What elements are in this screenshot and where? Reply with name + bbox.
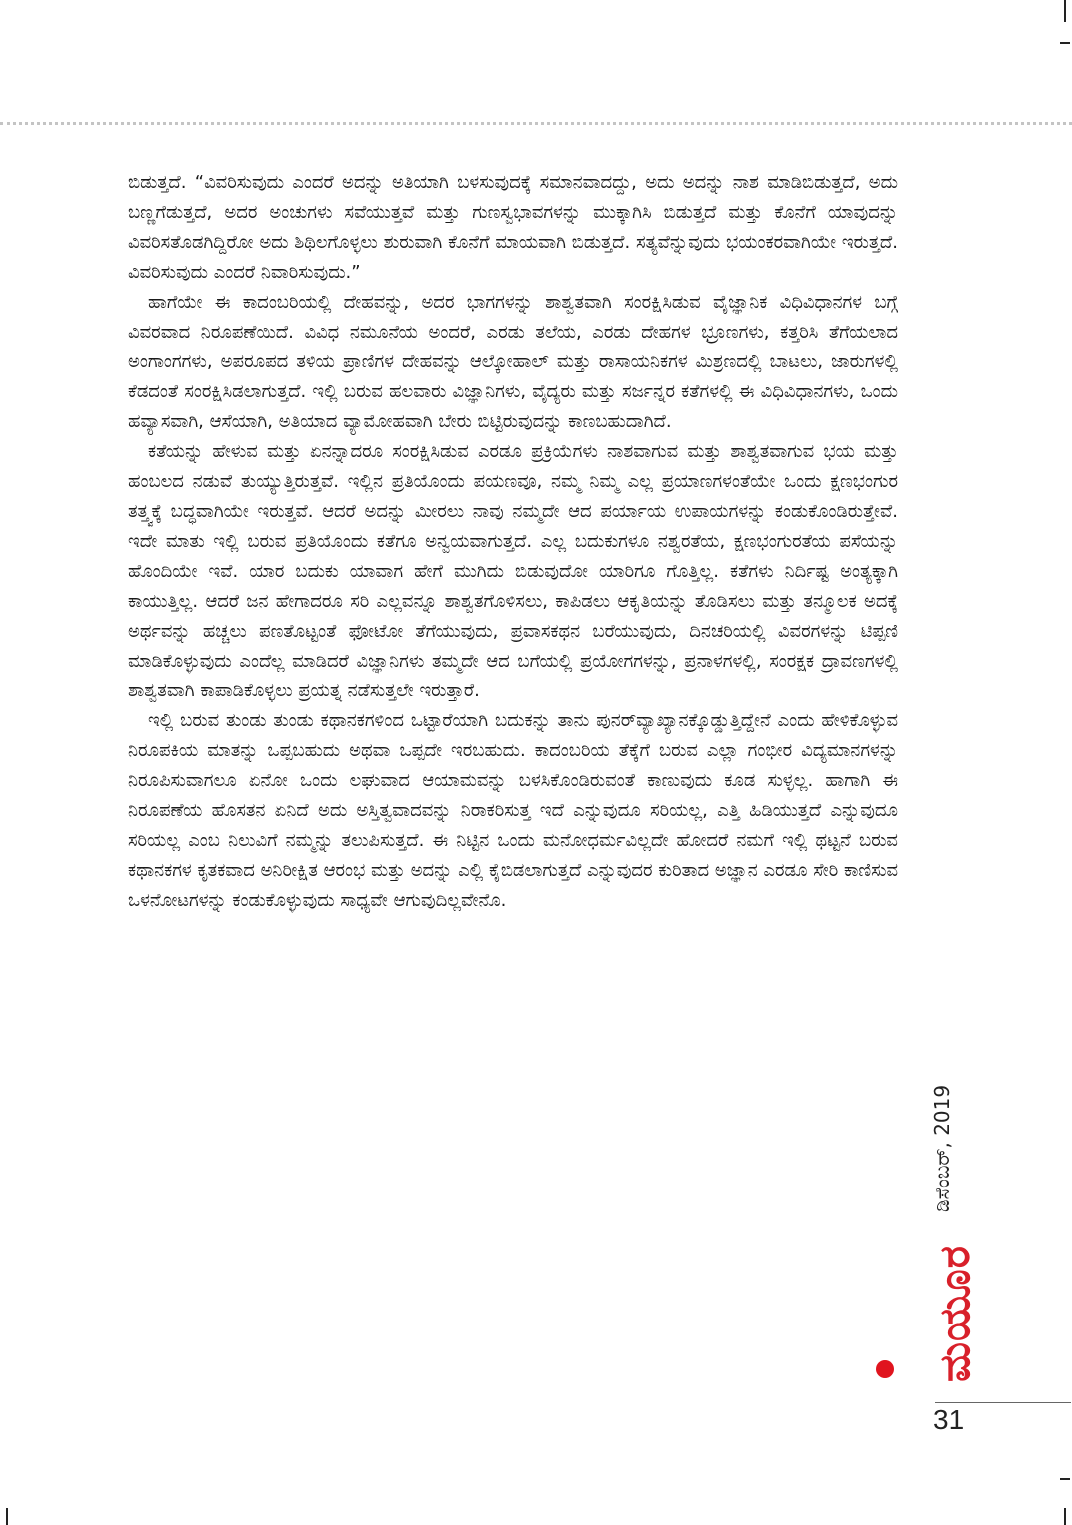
paragraph: ಇಲ್ಲಿ ಬರುವ ತುಂಡು ತುಂಡು ಕಥಾನಕಗಳಿಂದ ಒಟ್ಟಾರೆಯಾಗಿ ಬದುಕನ್ನು ತಾನು ಪುನರ್‌ವ್ಯಾಖ್ಯಾನಕ್ಕೊಡ್ಡುತ್ತಿದ್ದೇನೆ ಎಂದು ಹೇಳಿಕೊಳ್ಳುವ ನಿರೂಪಕಿಯ ಮಾತನ್ನು ಒಪ್ಪಬಹುದು ಅಥವಾ ಒಪ್ಪದೇ ಇರಬಹುದು. ಕಾದಂಬರಿಯ ತೆಕ್ಕೆಗೆ ಬರುವ ಎಲ್ಲಾ ಗಂಭೀರ ವಿದ್ಯಮಾನಗಳನ್ನು ನಿರೂಪಿಸುವಾಗಲೂ ಏನೋ ಒಂದು ಲಘುವಾದ ಆಯಾಮವನ್ನು ಬಳಸಿಕೊಂಡಿರುವಂತೆ ಕಾಣುವುದು ಕೂಡ ಸುಳ್ಳಲ್ಲ. ಹಾಗಾಗಿ ಈ ನಿರೂಪಣೆಯ ಹೊಸತನ ಏನಿದೆ ಅದು ಅಸ್ತಿತ್ವವಾದವನ್ನು ನಿರಾಕರಿಸುತ್ತ ಇದೆ ಎನ್ನುವುದೂ ಸರಿಯಲ್ಲ, ಎತ್ತಿ ಹಿಡಿಯುತ್ತದೆ ಎನ್ನುವುದೂ ಸರಿಯಲ್ಲ ಎಂಬ ನಿಲುವಿಗೆ ನಮ್ಮನ್ನು ತಲುಪಿಸುತ್ತದೆ. ಈ ನಿಟ್ಟಿನ ಒಂದು ಮನೋಧರ್ಮವಿಲ್ಲದೇ ಹೋದರೆ ನಮಗೆ ಇಲ್ಲಿ ಥಟ್ಟನೆ ಬರುವ ಕಥಾನಕಗಳ ಕೃತಕವಾದ ಅನಿರೀಕ್ಷಿತ ಆರಂಭ ಮತ್ತು ಅದನ್ನು ಎಲ್ಲಿ ಕೈಬಿಡಲಾಗುತ್ತದೆ ಎನ್ನುವುದರ ಕುರಿತಾದ ಅಜ್ಞಾನ ಎರಡೂ ಸೇರಿ ಕಾಣಿಸುವ ಒಳನೋಟಗಳನ್ನು ಕಂಡುಕೊಳ್ಳುವುದು ಸಾಧ್ಯವೇ ಆಗುವುದಿಲ್ಲವೇನೊ. xyxy=(128,710,898,911)
issue-date: ಡಿಸೆಂಬರ್, 2019 xyxy=(930,1084,954,1212)
paragraph: ಹಾಗೆಯೇ ಈ ಕಾದಂಬರಿಯಲ್ಲಿ ದೇಹವನ್ನು, ಅದರ ಭಾಗಗಳನ್ನು ಶಾಶ್ವತವಾಗಿ ಸಂರಕ್ಷಿಸಿಡುವ ವೈಜ್ಞಾನಿಕ ವಿಧಿವಿಧಾನಗಳ ಬಗ್ಗೆ ವಿವರವಾದ ನಿರೂಪಣೆಯಿದೆ. ವಿವಿಧ ನಮೂನೆಯ ಅಂದರೆ, ಎರಡು ತಲೆಯ, ಎರಡು ದೇಹಗಳ ಭ್ರೂಣಗಳು, ಕತ್ತರಿಸಿ ತೆಗೆಯಲಾದ ಅಂಗಾಂಗಗಳು, ಅಪರೂಪದ ತಳಿಯ ಪ್ರಾಣಿಗಳ ದೇಹವನ್ನು ಆಲ್ಕೋಹಾಲ್ ಮತ್ತು ರಾಸಾಯನಿಕಗಳ ಮಿಶ್ರಣದಲ್ಲಿ ಬಾಟಲು, ಜಾರುಗಳಲ್ಲಿ ಕೆಡದಂತೆ ಸಂರಕ್ಷಿಸಿಡಲಾಗುತ್ತದೆ. ಇಲ್ಲಿ ಬರುವ ಹಲವಾರು ವಿಜ್ಞಾನಿಗಳು, ವೈದ್ಯರು ಮತ್ತು ಸರ್ಜನ್ನರ ಕತೆಗಳಲ್ಲಿ ಈ ವಿಧಿವಿಧಾನಗಳು, ಒಂದು ಹವ್ಯಾಸವಾಗಿ, ಆಸೆಯಾಗಿ, ಅತಿಯಾದ ವ್ಯಾಮೋಹವಾಗಿ ಬೇರು ಬಿಟ್ಟಿರುವುದನ್ನು ಕಾಣಬಹುದಾಗಿದೆ. xyxy=(128,291,898,433)
magazine-logo: ಮಯೂರ xyxy=(930,1245,979,1382)
footer-rule xyxy=(935,1402,1071,1403)
page-number: 31 xyxy=(933,1404,965,1435)
end-mark-dot xyxy=(876,1360,894,1378)
article-body xyxy=(128,168,898,916)
crop-mark xyxy=(1060,1478,1070,1480)
header-dotted-rule xyxy=(0,122,1072,125)
paragraph: ಬಿಡುತ್ತದೆ. “ವಿವರಿಸುವುದು ಎಂದರೆ ಅದನ್ನು ಅತಿಯಾಗಿ ಬಳಸುವುದಕ್ಕೆ ಸಮಾನವಾದದ್ದು, ಅದು ಅದನ್ನು ನಾಶ ಮಾಡಿಬಿಡುತ್ತದೆ, ಅದು ಬಣ್ಣಗೆಡುತ್ತದೆ, ಅದರ ಅಂಚುಗಳು ಸವೆಯುತ್ತವೆ ಮತ್ತು ಗುಣಸ್ವಭಾವಗಳನ್ನು ಮುಕ್ಕಾಗಿಸಿ ಬಿಡುತ್ತದೆ ಮತ್ತು ಕೊನೆಗೆ ಯಾವುದನ್ನು ವಿವರಿಸತೊಡಗಿದ್ದಿರೋ ಅದು ಶಿಥಿಲಗೊಳ್ಳಲು ಶುರುವಾಗಿ ಕೊನೆಗೆ ಮಾಯವಾಗಿ ಬಿಡುತ್ತದೆ. ಸತ್ಯವೆನ್ನುವುದು ಭಯಂಕರವಾಗಿಯೇ ಇರುತ್ತದೆ. ವಿವರಿಸುವುದು ಎಂದರೆ ನಿವಾರಿಸುವುದು.” xyxy=(128,172,898,283)
crop-mark xyxy=(1060,42,1070,44)
crop-mark xyxy=(1064,0,1066,22)
crop-mark xyxy=(6,1508,8,1525)
paragraph: ಕತೆಯನ್ನು ಹೇಳುವ ಮತ್ತು ಏನನ್ನಾದರೂ ಸಂರಕ್ಷಿಸಿಡುವ ಎರಡೂ ಪ್ರಕ್ರಿಯೆಗಳು ನಾಶವಾಗುವ ಮತ್ತು ಶಾಶ್ವತವಾಗುವ ಭಯ ಮತ್ತು ಹಂಬಲದ ನಡುವೆ ತುಯ್ಯುತ್ತಿರುತ್ತವೆ. ಇಲ್ಲಿನ ಪ್ರತಿಯೊಂದು ಪಯಣವೂ, ನಮ್ಮ ನಿಮ್ಮ ಎಲ್ಲ ಪ್ರಯಾಣಗಳಂತೆಯೇ ಒಂದು ಕ್ಷಣಭಂಗುರ ತತ್ತ್ವಕ್ಕೆ ಬದ್ಧವಾಗಿಯೇ ಇರುತ್ತವೆ. ಆದರೆ ಅದನ್ನು ಮೀರಲು ನಾವು ನಮ್ಮದೇ ಆದ ಪರ್ಯಾಯ ಉಪಾಯಗಳನ್ನು ಕಂಡುಕೊಂಡಿರುತ್ತೇವೆ. ಇದೇ ಮಾತು ಇಲ್ಲಿ ಬರುವ ಪ್ರತಿಯೊಂದು ಕತೆಗೂ ಅನ್ವಯವಾಗುತ್ತದೆ. ಎಲ್ಲ ಬದುಕುಗಳೂ ನಶ್ವರತೆಯ, ಕ್ಷಣಭಂಗುರತೆಯ ಪಸೆಯನ್ನು ಹೊಂದಿಯೇ ಇವೆ. ಯಾರ ಬದುಕು ಯಾವಾಗ ಹೇಗೆ ಮುಗಿದು ಬಿಡುವುದೋ ಯಾರಿಗೂ ಗೊತ್ತಿಲ್ಲ. ಕತೆಗಳು ನಿರ್ದಿಷ್ಟ ಅಂತ್ಯಕ್ಕಾಗಿ ಕಾಯುತ್ತಿಲ್ಲ. ಆದರೆ ಜನ ಹೇಗಾದರೂ ಸರಿ ಎಲ್ಲವನ್ನೂ ಶಾಶ್ವತಗೊಳಿಸಲು, ಕಾಪಿಡಲು ಆಕೃತಿಯನ್ನು ತೊಡಿಸಲು ಮತ್ತು ತನ್ಮೂಲಕ ಅದಕ್ಕೆ ಅರ್ಥವನ್ನು ಹಚ್ಚಲು ಪಣತೊಟ್ಟಂತೆ ಫೋಟೋ ತೆಗೆಯುವುದು, ಪ್ರವಾಸಕಥನ ಬರೆಯುವುದು, ದಿನಚರಿಯಲ್ಲಿ ವಿವರಗಳನ್ನು ಟಿಪ್ಪಣಿ ಮಾಡಿಕೊಳ್ಳುವುದು ಎಂದೆಲ್ಲ ಮಾಡಿದರೆ ವಿಜ್ಞಾನಿಗಳು ತಮ್ಮದೇ ಆದ ಬಗೆಯಲ್ಲಿ ಪ್ರಯೋಗಗಳನ್ನು, ಪ್ರನಾಳಗಳಲ್ಲಿ, ಸಂರಕ್ಷಕ ದ್ರಾವಣಗಳಲ್ಲಿ ಶಾಶ್ವತವಾಗಿ ಕಾಪಾಡಿಕೊಳ್ಳಲು ಪ್ರಯತ್ನ ನಡೆಸುತ್ತಲೇ ಇರುತ್ತಾರೆ. xyxy=(128,441,898,702)
crop-mark xyxy=(1064,1508,1066,1525)
